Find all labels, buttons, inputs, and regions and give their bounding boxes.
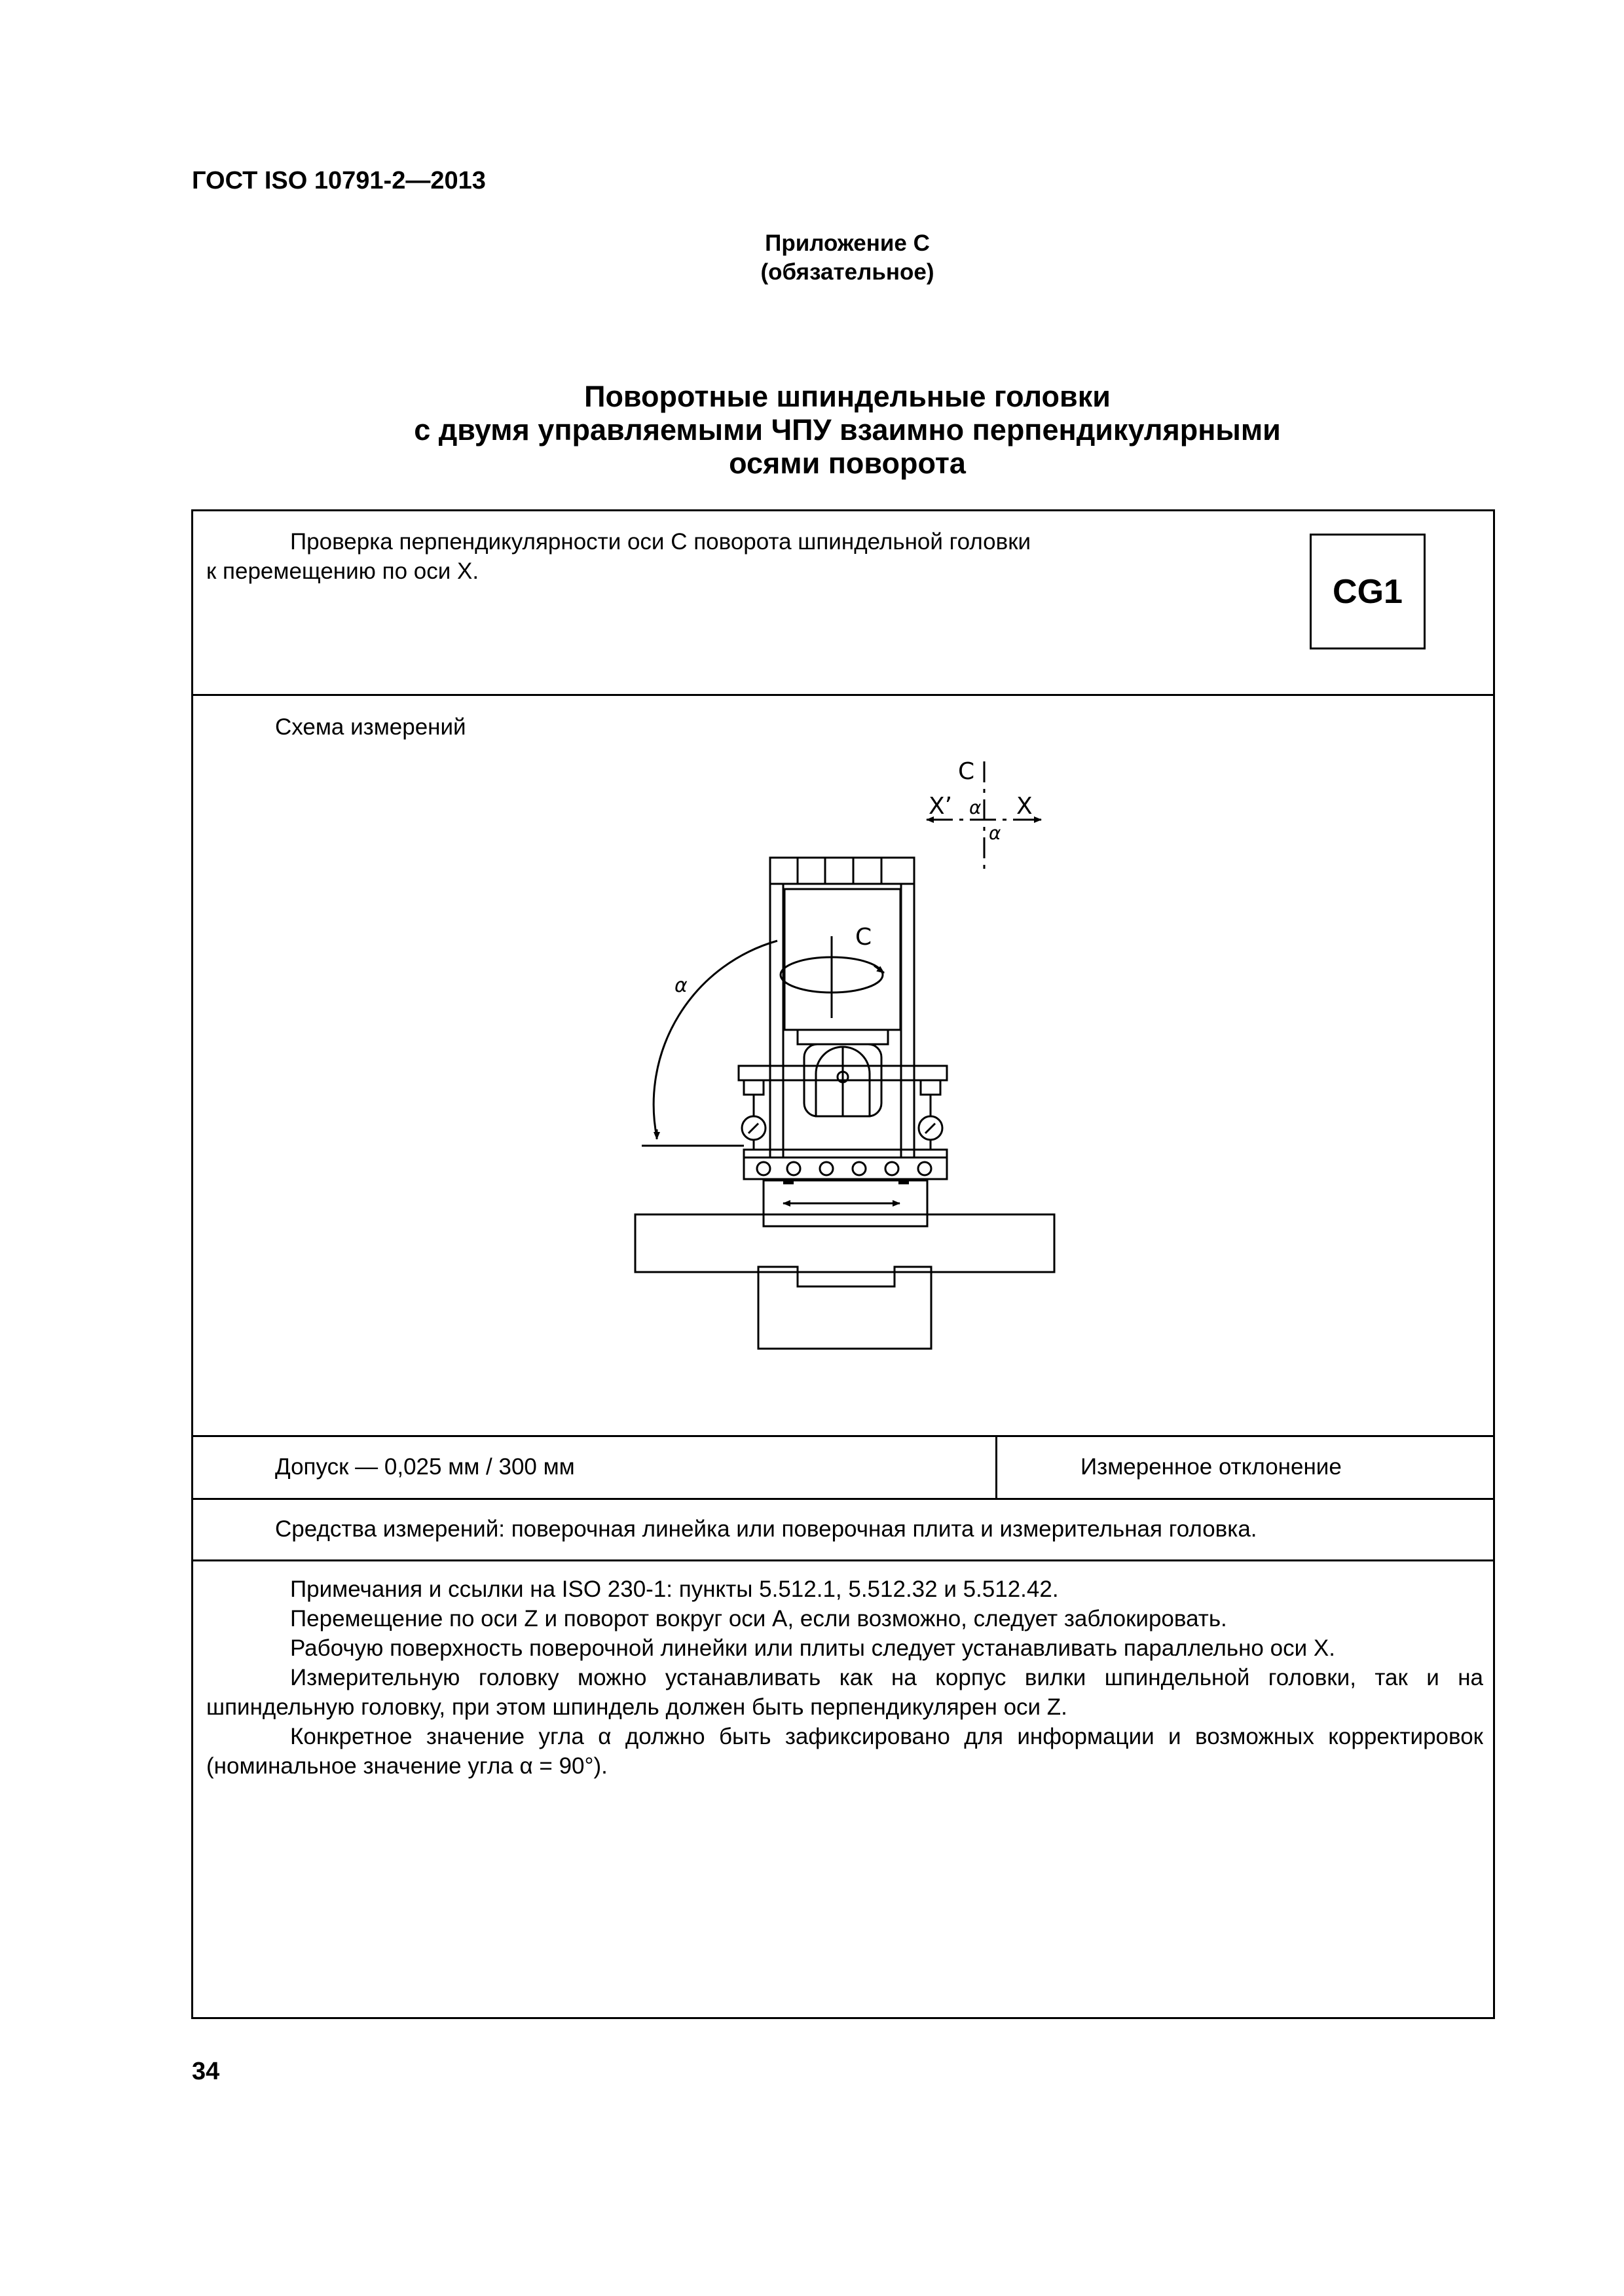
note-4: Измерительную головку можно устанавливать как на корпус вилки шпиндельной головки, так и на шпиндельную головку, при этом шпиндель должен быть перпендикулярен оси Z. bbox=[206, 1665, 1483, 1720]
alpha-arc bbox=[654, 941, 777, 1137]
appendix-title-line-1: Поворотные шпиндельные головки bbox=[584, 380, 1111, 413]
axis-label-x-pos: X bbox=[1016, 793, 1033, 820]
table-divider bbox=[191, 1498, 1495, 1500]
check-title-line-1: Проверка перпендикулярности оси С поворота шпиндельной головки bbox=[290, 529, 1031, 555]
alpha-arc-label: α bbox=[674, 974, 688, 997]
axis-label-x-neg: X’ bbox=[929, 793, 953, 820]
rotation-label-c: C bbox=[855, 924, 872, 951]
appendix-label: Приложение С bbox=[765, 230, 930, 256]
table-divider bbox=[191, 1435, 1495, 1437]
appendix-title-line-3: осями поворота bbox=[729, 446, 966, 480]
measuring-instruments: Средства измерений: поверочная линейка или поверочная плита и измерительная головка. bbox=[275, 1516, 1257, 1542]
test-code-box bbox=[1310, 534, 1426, 649]
table-divider bbox=[191, 1559, 1495, 1561]
check-title-line-2: к перемещению по оси X. bbox=[206, 558, 479, 584]
note-5: Конкретное значение угла α должно быть зафиксировано для информации и возможных корректировок (номинальное значение угла α = 90°). bbox=[206, 1724, 1483, 1779]
tolerance: Допуск — 0,025 мм / 300 мм bbox=[275, 1454, 575, 1480]
table-column-divider bbox=[995, 1435, 997, 1498]
appendix-status: (обязательное) bbox=[760, 259, 934, 285]
document-code: ГОСТ ISO 10791-2—2013 bbox=[192, 167, 486, 194]
note-3: Рабочую поверхность поверочной линейки или плиты следует устанавливать параллельно оси X. bbox=[290, 1635, 1335, 1661]
straightedge bbox=[744, 1150, 947, 1179]
diagram-label: Схема измерений bbox=[275, 714, 466, 740]
page-number: 34 bbox=[192, 2058, 220, 2085]
note-2: Перемещение по оси Z и поворот вокруг оси А, если возможно, следует заблокировать. bbox=[290, 1606, 1227, 1631]
appendix-title-line-2: с двумя управляемыми ЧПУ взаимно перпендикулярными bbox=[414, 413, 1281, 446]
measured-deviation: Измеренное отклонение bbox=[1080, 1454, 1342, 1480]
check-title bbox=[206, 527, 1267, 586]
table-divider bbox=[191, 694, 1495, 696]
measurement-diagram bbox=[616, 740, 1074, 1368]
alpha-label-top: α bbox=[969, 797, 982, 818]
machine-base bbox=[758, 1267, 931, 1349]
axis-label-c: C bbox=[958, 758, 975, 785]
note-1: Примечания и ссылки на ISO 230-1: пункты 5.512.1, 5.512.32 и 5.512.42. bbox=[290, 1576, 1059, 1602]
notes bbox=[206, 1575, 1483, 1781]
machine-table bbox=[635, 1214, 1054, 1272]
test-code: CG1 bbox=[1333, 572, 1403, 611]
alpha-label-right: α bbox=[989, 822, 1001, 844]
